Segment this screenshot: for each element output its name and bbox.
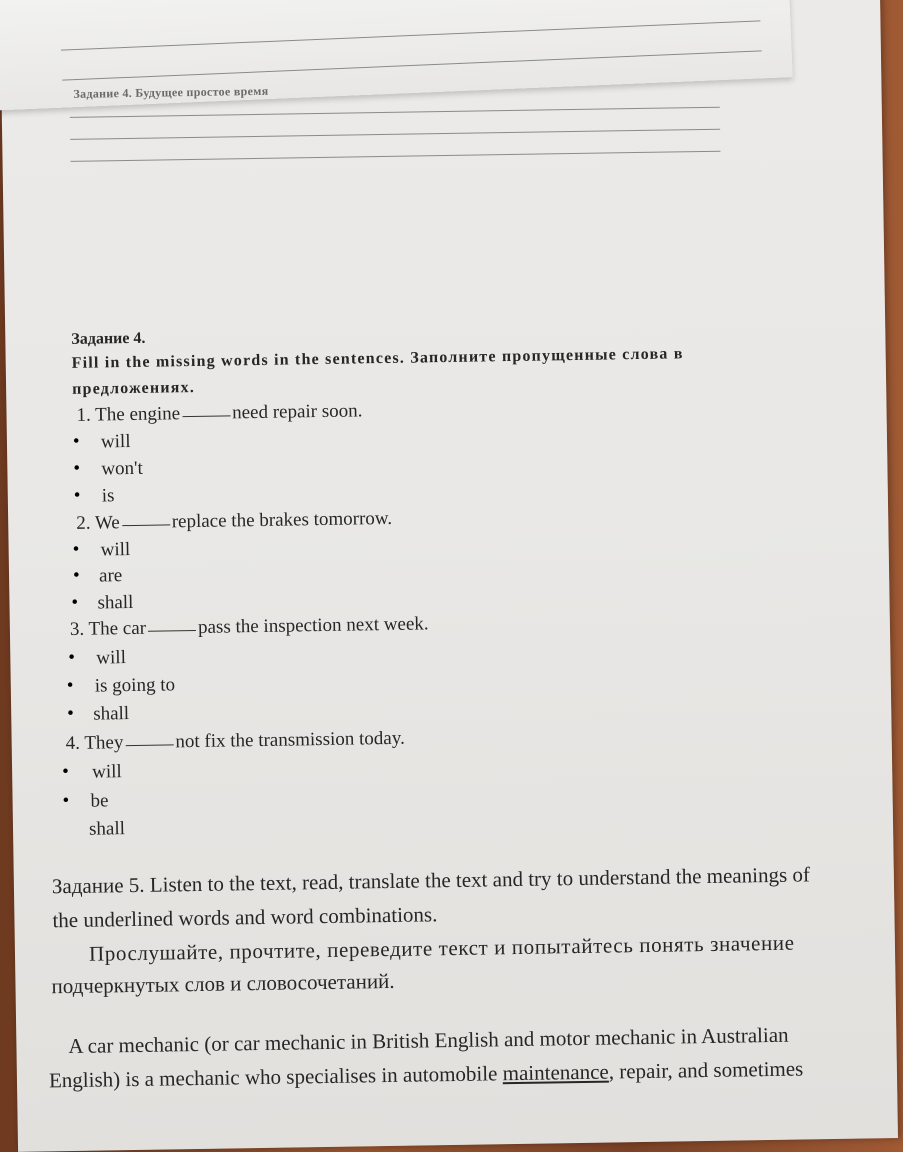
passage-text: , repair, and sometimes	[608, 1056, 804, 1084]
task4-instruction-line2: предложениях.	[71, 378, 196, 398]
faint-task-header: Задание 4. Будущее простое время	[73, 83, 269, 101]
bullet-icon: •	[68, 646, 76, 669]
task4-heading: Задание 4.	[71, 329, 146, 348]
question-text-before: They	[84, 732, 124, 754]
bullet-icon: •	[73, 484, 81, 506]
task4-instruction-line1: Fill in the missing words in the sentences. Заполните пропущенные слова в	[71, 345, 684, 372]
question-3	[70, 613, 429, 641]
writing-line	[71, 151, 721, 162]
option-item: will	[100, 539, 131, 561]
passage-line1: A car mechanic (or car mechanic in British English and motor mechanic in Australian	[68, 1022, 789, 1059]
question-text-before: The engine	[95, 403, 181, 426]
writing-line	[70, 107, 720, 118]
question-2	[76, 508, 392, 535]
answer-blank	[125, 743, 173, 746]
question-text-after: pass the inspection next week.	[197, 613, 429, 638]
question-number: 3.	[69, 618, 85, 640]
answer-blank	[122, 523, 170, 526]
passage-text: English) is a mechanic who specialises in automobile	[48, 1061, 498, 1093]
task5-line2: the underlined words and word combinations.	[52, 902, 438, 933]
option-item: are	[98, 565, 123, 587]
option-item: is going to	[94, 674, 176, 697]
question-text-after: replace the brakes tomorrow.	[171, 507, 393, 533]
task5-line4: подчеркнутых слов и словосочетаний.	[51, 968, 395, 999]
option-item: won't	[101, 457, 143, 480]
underlined-term: maintenance	[502, 1059, 609, 1086]
answer-blank	[182, 414, 230, 417]
bullet-icon: •	[61, 761, 69, 783]
bullet-icon: •	[72, 564, 80, 586]
option-item: will	[91, 761, 122, 783]
writing-line	[61, 20, 760, 50]
option-item: will	[100, 431, 131, 453]
question-text-before: We	[94, 512, 120, 534]
task5-line3: Прослушайте, прочтите, переведите текст и попытайтесь понять значение	[88, 930, 795, 966]
answer-blank	[148, 629, 196, 632]
bullet-icon: •	[73, 457, 81, 479]
question-number: 2.	[76, 512, 91, 534]
question-4	[66, 728, 405, 755]
option-item: shall	[88, 818, 126, 840]
question-number: 4.	[65, 732, 81, 755]
bullet-icon: •	[72, 538, 80, 560]
writing-line	[70, 129, 720, 140]
bullet-icon: •	[62, 790, 70, 812]
option-item: shall	[97, 591, 134, 614]
question-text-before: The car	[88, 617, 147, 640]
option-item: will	[96, 647, 127, 669]
question-text-after: not fix the transmission today.	[175, 727, 405, 753]
question-number: 1.	[76, 404, 91, 426]
bullet-icon: •	[66, 674, 74, 697]
bullet-icon: •	[72, 430, 80, 452]
bullet-icon: •	[71, 591, 79, 613]
option-item: is	[101, 485, 115, 507]
bullet-icon: •	[67, 702, 75, 725]
option-item: be	[90, 790, 109, 812]
task5-line1: Задание 5. Listen to the text, read, translate the text and try to understand the meanings of	[51, 862, 811, 899]
writing-line	[62, 50, 761, 80]
option-item: shall	[93, 703, 130, 725]
question-1	[76, 400, 362, 426]
question-text-after: need repair soon.	[231, 400, 363, 424]
